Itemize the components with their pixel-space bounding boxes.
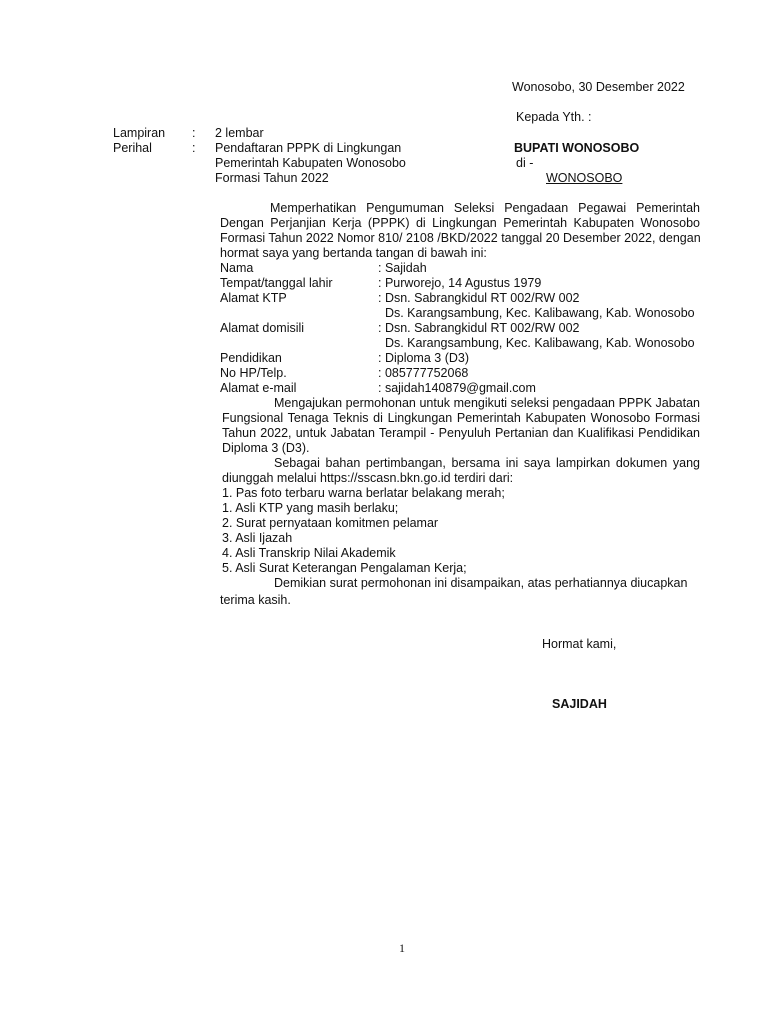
perihal-line: Pemerintah Kabupaten Wonosobo [215,156,406,170]
paragraph-line: Formasi Tahun 2022 Nomor 810/ 2108 /BKD/2022 tanggal 20 Desember 2022, dengan [220,231,701,245]
field-value: : Sajidah [378,261,427,275]
signatory-name: SAJIDAH [552,697,607,711]
field-label: Tempat/tanggal lahir [220,276,333,290]
closing-greeting: Hormat kami, [542,637,617,651]
paragraph-line: Diploma 3 (D3). [222,441,310,455]
lampiran-value: 2 lembar [215,126,264,140]
lampiran-colon: : [192,126,196,140]
paragraph-line: Memperhatikan Pengumuman Seleksi Pengadaan Pegawai Pemerintah [270,201,700,215]
kepada-label: Kepada Yth. : [516,110,592,124]
lampiran-label: Lampiran [113,126,166,140]
recipient: BUPATI WONOSOBO [514,141,640,155]
recipient-city: WONOSOBO [546,171,623,185]
field-value: : Purworejo, 14 Agustus 1979 [378,276,542,290]
perihal-line: Formasi Tahun 2022 [215,171,329,185]
field-value: : Dsn. Sabrangkidul RT 002/RW 002 [378,321,580,335]
perihal-line: Pendaftaran PPPK di Lingkungan [215,141,402,155]
paragraph-line: terima kasih. [220,593,291,607]
paragraph-line: Fungsional Tenaga Teknis di Lingkungan Pemerintah Kabupaten Wonosobo Formasi [222,411,700,425]
attachment-item: 2. Surat pernyataan komitmen pelamar [222,516,439,530]
field-value: : Dsn. Sabrangkidul RT 002/RW 002 [378,291,580,305]
field-label: Alamat KTP [220,291,287,305]
field-value: Ds. Karangsambung, Kec. Kalibawang, Kab. Wonosobo [378,336,695,350]
paragraph-line: Demikian surat permohonan ini disampaikan, atas perhatiannya diucapkan [274,576,688,590]
field-label: Alamat domisili [220,321,305,335]
field-label: Pendidikan [220,351,282,365]
perihal-label: Perihal [113,141,152,155]
field-value: : sajidah140879@gmail.com [378,381,536,395]
paragraph-line: Tahun 2022, untuk Jabatan Terampil - Penyuluh Pertanian dan Kualifikasi Pendidikan [222,426,700,440]
paragraph-line: Mengajukan permohonan untuk mengikuti seleksi pengadaan PPPK Jabatan [274,396,700,410]
paragraph-line: diunggah melalui https://sscasn.bkn.go.id terdiri dari: [222,471,514,485]
page-number: 1 [399,941,405,955]
field-value: Ds. Karangsambung, Kec. Kalibawang, Kab. Wonosobo [378,306,695,320]
field-label: Alamat e-mail [220,381,297,395]
attachment-item: 5. Asli Surat Keterangan Pengalaman Kerja; [222,561,467,575]
letter-date: Wonosobo, 30 Desember 2022 [512,80,685,94]
paragraph-line: hormat saya yang bertanda tangan di bawah ini: [220,246,487,260]
field-value: : 085777752068 [378,366,469,380]
paragraph-line: Sebagai bahan pertimbangan, bersama ini saya lampirkan dokumen yang [274,456,700,470]
perihal-colon: : [192,141,196,155]
paragraph-line: Dengan Perjanjian Kerja (PPPK) di Lingkungan Pemerintah Kabupaten Wonosobo [220,216,700,230]
attachment-item: 4. Asli Transkrip Nilai Akademik [222,546,396,560]
field-label: Nama [220,261,254,275]
attachment-item: 1. Asli KTP yang masih berlaku; [222,501,399,515]
di-label: di - [516,156,534,170]
field-value: : Diploma 3 (D3) [378,351,469,365]
attachment-item: 3. Asli Ijazah [222,531,293,545]
field-label: No HP/Telp. [220,366,287,380]
attachment-item: 1. Pas foto terbaru warna berlatar belakang merah; [222,486,505,500]
